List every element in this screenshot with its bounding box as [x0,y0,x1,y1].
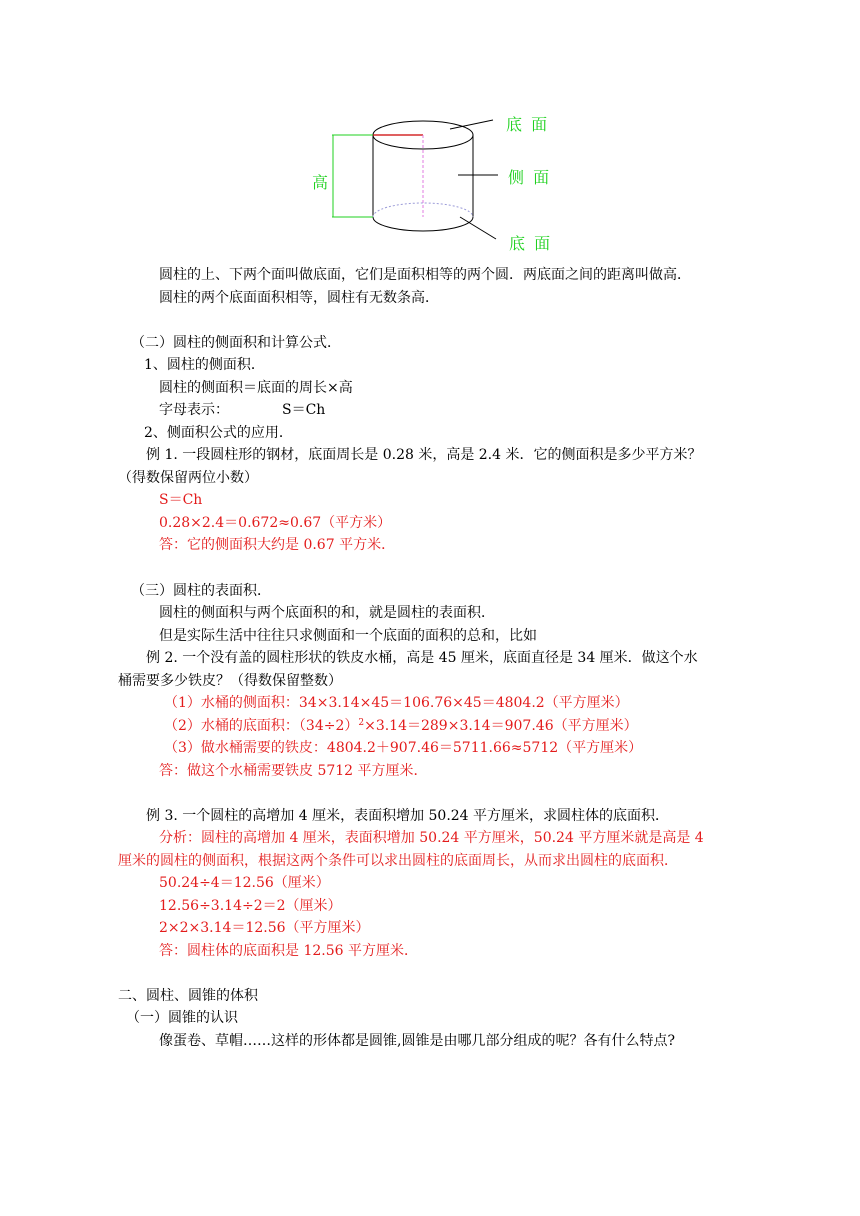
example-1-answer-calc: 0.28×2.4＝0.672≈0.67（平方米） [159,515,392,531]
example-1-answer-formula: S＝Ch [159,492,203,508]
example-3-question: 例 3. 一个圆柱的高增加 4 厘米，表面积增加 50.24 平方厘米，求圆柱体的底面积． [146,808,670,824]
letter-formula-label: 字母表示： [159,402,229,418]
label-side-surface: 侧 面 [508,168,552,187]
section-3-title: （三）圆柱的表面积． [131,583,271,599]
example-3-step-1: 50.24÷4＝12.56（厘米） [159,875,330,891]
label-top-base: 底 面 [506,115,550,134]
pointer-bottom [460,217,496,239]
para-cylinder-heights: 圆柱的两个底面面积相等，圆柱有无数条高． [159,290,439,306]
example-3-analysis-line-1: 分析：圆柱的高增加 4 厘米，表面积增加 50.24 平方厘米，50.24 平方厘米就是高是 4 [159,830,704,846]
label-bottom-base: 底 面 [509,234,553,253]
example-2-step-2-pre: （2）水桶的底面积：（34÷2） [164,718,359,734]
example-2-step-2-post: ×3.14＝289×3.14＝907.46（平方厘米） [364,718,638,734]
part-2-subtitle: （一）圆锥的认识 [126,1010,238,1026]
section-2-item-1: 1、圆柱的侧面积． [144,357,265,373]
label-height: 高 [312,173,331,192]
example-2-step-3: （3）做水桶需要的铁皮：4804.2＋907.46＝5711.66≈5712（平方厘米） [164,740,643,756]
example-2-question-line-2: 桶需要多少铁皮？（得数保留整数） [118,673,342,689]
example-2-question-line-1: 例 2. 一个没有盖的圆柱形状的铁皮水桶，高是 45 厘米，底面直径是 34 厘米．做这个水 [146,650,698,666]
example-2-answer: 答：做这个水桶需要铁皮 5712 平方厘米． [159,763,428,779]
example-2-step-1: （1）水桶的侧面积：34×3.14×45＝106.76×45＝4804.2（平方厘米） [164,695,629,711]
para-cylinder-definition: 圆柱的上、下两个面叫做底面，它们是面积相等的两个圆．两底面之间的距离叫做高． [159,267,691,283]
section-2-title: （二）圆柱的侧面积和计算公式． [131,335,341,351]
surface-area-definition: 圆柱的侧面积与两个底面积的和，就是圆柱的表面积． [159,605,495,621]
lateral-area-formula: 圆柱的侧面积＝底面的周长×高 [159,380,353,396]
letter-formula: S＝Ch [282,402,326,418]
part-2-title: 二、圆柱、圆锥的体积 [118,988,258,1004]
example-3-step-2: 12.56÷3.14÷2＝2（厘米） [159,898,342,914]
section-2-item-2: 2、侧面积公式的应用． [144,425,293,441]
example-3-step-3: 2×2×3.14＝12.56（平方厘米） [159,920,370,936]
example-1-answer-final: 答：它的侧面积大约是 0.67 平方米． [159,537,396,553]
bottom-front-arc [373,217,473,231]
surface-area-note: 但是实际生活中往往只求侧面和一个底面的面积的总和，比如 [159,628,537,644]
cone-intro: 像蛋卷、草帽……这样的形体都是圆锥,圆锥是由哪几部分组成的呢？各有什么特点? [159,1033,675,1049]
example-3-analysis-line-2: 厘米的圆柱的侧面积，根据这两个条件可以求出圆柱的底面周长，从而求出圆柱的底面积． [118,853,678,869]
example-1-question-line-1: 例 1. 一段圆柱形的钢材，底面周长是 0.28 米，高是 2.4 米．它的侧面积是多少平方米？ [146,447,702,463]
example-1-question-line-2: （得数保留两位小数） [118,470,258,486]
example-2-step-2-exponent: 2 [358,718,365,728]
example-3-answer: 答：圆柱体的底面积是 12.56 平方厘米． [159,943,418,959]
example-2-step-2 [164,717,638,735]
